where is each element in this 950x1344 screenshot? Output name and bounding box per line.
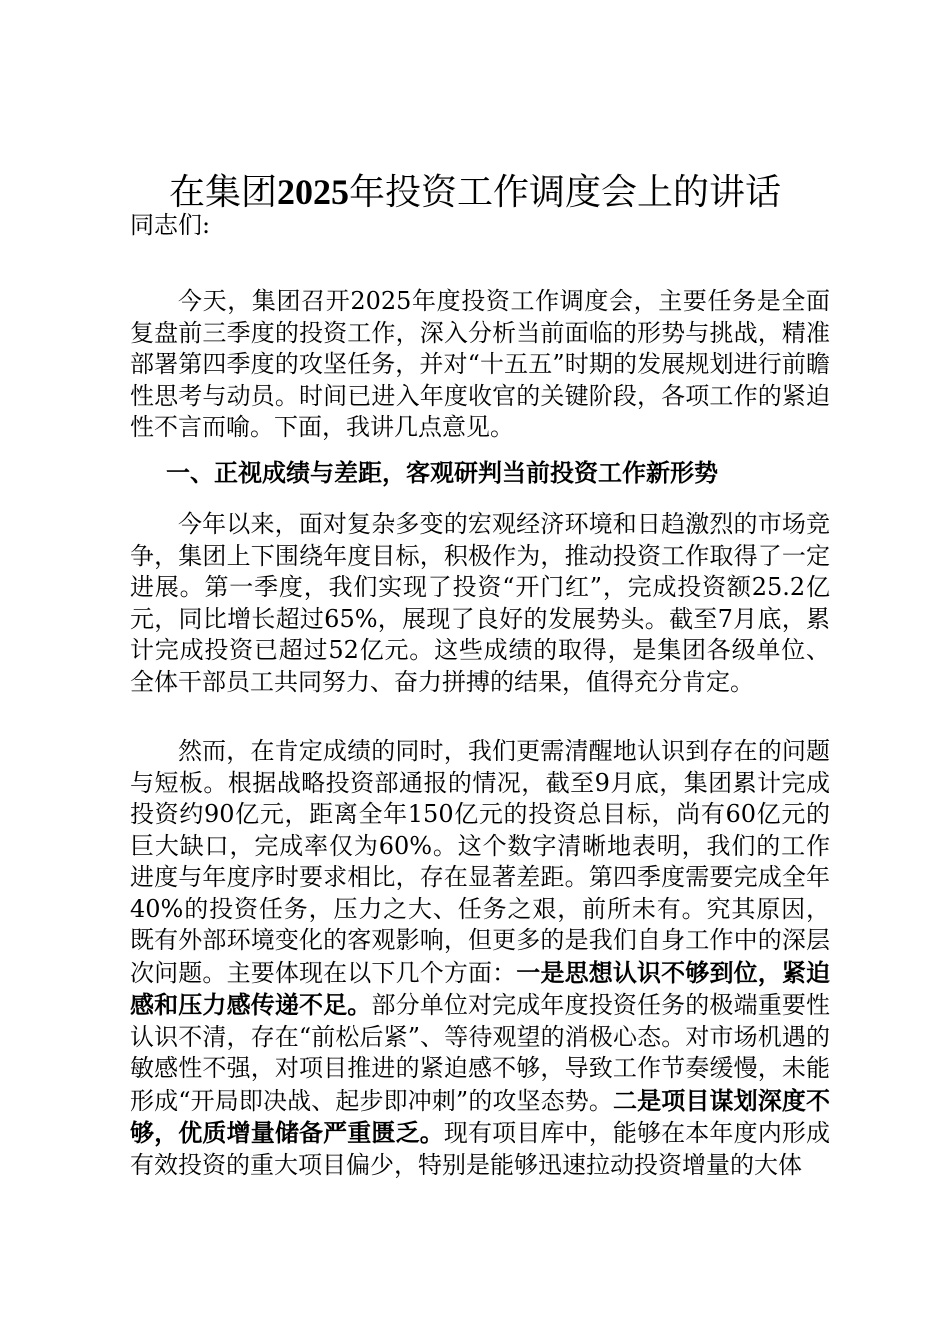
section1-paragraph-1: 今年以来，面对复杂多变的宏观经济环境和日趋激烈的市场竞争，集团上下围绕年度目标，积极作为，推动投资工作取得了一定进展。第一季度，我们实现了投资“开门红”，完成投资额25.2亿元，同比增长超过65%，展现了良好的发展势头。截至7月底，累计完成投资已超过52亿元。这些成绩的取得，是集团各级单位、全体干部员工共同努力、奋力拼搏的结果，值得充分肯定。 — [130, 510, 830, 696]
intro-paragraph: 今天，集团召开2025年度投资工作调度会，主要任务是全面复盘前三季度的投资工作，深入分析当前面临的形势与挑战，精准部署第四季度的攻坚任务，并对“十五五”时期的发展规划进行前瞻性思考与动员。时间已进入年度收官的关键阶段，各项工作的紧迫性不言而喻。下面，我讲几点意见。 — [130, 287, 830, 441]
title-year: 2025 — [277, 172, 349, 212]
paragraph-text: 然而，在肯定成绩的同时，我们更需清醒地认识到存在的问题与短板。根据战略投资部通报的情况，截至9月底，集团累计完成投资约90亿元，距离全年150亿元的投资总目标，尚有60亿元的巨大缺口，完成率仅为60%。这个数字清晰地表明，我们的工作进度与年度序时要求相比，存在显著差距。第四季度需要完成全年40%的投资任务，压力之大、任务之艰，前所未有。究其原因，既有外部环境变化的客观影响，但更多的是我们自身工作中的深层次问题。主要体现在以下几个方面： — [130, 737, 830, 987]
paragraph-text: 部分单位对完成年度投资任务的极端重要性认识不清，存在“前松后紧”、等待观望的消极心态。对市场机遇的敏感性不强，对项目推进的紧迫感不够，导致工作节奏缓慢，未能形成“开局即决战、起步即冲刺”的攻坚态势。 — [130, 991, 831, 1115]
bold-point-1: 一是思想认识不够到位，紧迫感和压力感传递不足。 — [130, 957, 831, 1019]
title-prefix: 在集团 — [168, 172, 277, 213]
greeting: 同志们: — [130, 211, 211, 239]
paragraph-text: 现有项目库中，能够在本年度内形成有效投资的重大项目偏少，特别是能够迅速拉动投资增量的大体 — [130, 1119, 831, 1179]
section1-paragraph-2 — [130, 736, 830, 1181]
bold-point-2: 二是项目谋划深度不够，优质增量储备严重匮乏。 — [130, 1085, 830, 1147]
section-heading-1: 一、正视成绩与差距，客观研判当前投资工作新形势 — [166, 458, 718, 487]
title-suffix: 年投资工作调度会上的讲话 — [349, 172, 782, 213]
